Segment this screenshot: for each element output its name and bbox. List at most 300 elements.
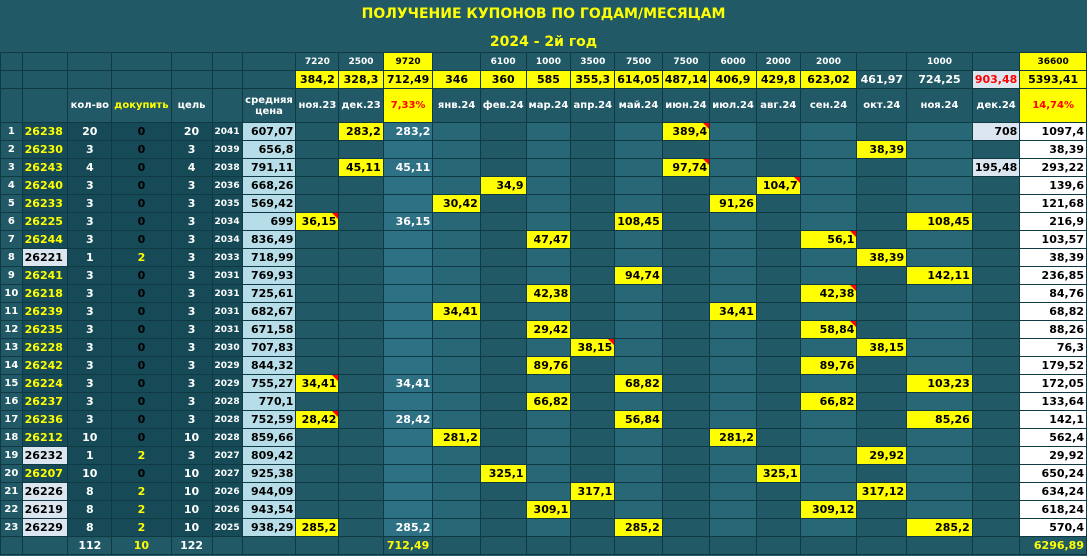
blank-cell[interactable] [433, 537, 480, 555]
year-cell[interactable]: 2028 [212, 393, 242, 411]
month-value[interactable] [433, 339, 480, 357]
month-value[interactable]: 195,48 [972, 159, 1019, 177]
month-value[interactable] [907, 177, 973, 195]
month-value[interactable] [339, 339, 383, 357]
target-cell[interactable]: 2000 [800, 53, 857, 71]
month-value[interactable] [480, 483, 526, 501]
sum-cell[interactable]: 5393,41 [1020, 71, 1087, 89]
month-value[interactable]: 281,2 [710, 429, 757, 447]
avg-price-cell[interactable]: 725,61 [242, 285, 296, 303]
month-value[interactable] [662, 375, 709, 393]
buy-cell[interactable]: 0 [112, 393, 171, 411]
blank-cell[interactable] [22, 53, 68, 71]
month-value[interactable] [480, 195, 526, 213]
blank-cell[interactable] [756, 537, 800, 555]
qty-cell[interactable]: 3 [68, 141, 112, 159]
month-value[interactable] [480, 267, 526, 285]
goal-cell[interactable]: 3 [171, 195, 212, 213]
month-value[interactable]: 216,9 [1020, 213, 1087, 231]
goal-cell[interactable]: 3 [171, 177, 212, 195]
header-month[interactable]: мар.24 [526, 89, 571, 123]
blank-cell[interactable] [615, 537, 662, 555]
month-value[interactable] [383, 141, 433, 159]
month-value[interactable] [972, 321, 1019, 339]
row-number[interactable]: 7 [1, 231, 23, 249]
goal-cell[interactable]: 10 [171, 429, 212, 447]
month-value[interactable] [756, 195, 800, 213]
header-month[interactable]: сен.24 [800, 89, 857, 123]
month-value[interactable] [571, 159, 615, 177]
blank-cell[interactable] [68, 53, 112, 71]
month-value[interactable]: 1097,4 [1020, 123, 1087, 141]
target-cell[interactable]: 6100 [480, 53, 526, 71]
month-value[interactable] [662, 267, 709, 285]
month-value[interactable] [907, 195, 973, 213]
header-month[interactable]: янв.24 [433, 89, 480, 123]
month-value[interactable]: 108,45 [615, 213, 662, 231]
month-value[interactable] [907, 501, 973, 519]
header-month[interactable]: ноя.23 [296, 89, 339, 123]
year-cell[interactable]: 2034 [212, 213, 242, 231]
blank-cell[interactable] [480, 537, 526, 555]
month-value[interactable] [571, 303, 615, 321]
month-value[interactable] [526, 123, 571, 141]
month-value[interactable] [339, 213, 383, 231]
buy-cell[interactable]: 2 [112, 483, 171, 501]
month-value[interactable] [857, 285, 907, 303]
avg-price-cell[interactable]: 925,38 [242, 465, 296, 483]
month-value[interactable] [710, 357, 757, 375]
month-value[interactable]: 34,41 [383, 375, 433, 393]
month-value[interactable] [526, 249, 571, 267]
coupon-table[interactable] [0, 52, 1087, 555]
month-value[interactable] [907, 483, 973, 501]
bond-code[interactable]: 26225 [22, 213, 68, 231]
header-qty[interactable]: кол-во [68, 89, 112, 123]
avg-price-cell[interactable]: 718,99 [242, 249, 296, 267]
blank-cell[interactable] [1, 537, 23, 555]
month-value[interactable] [907, 429, 973, 447]
avg-price-cell[interactable]: 770,1 [242, 393, 296, 411]
buy-cell[interactable]: 0 [112, 267, 171, 285]
month-value[interactable]: 309,1 [526, 501, 571, 519]
month-value[interactable] [756, 267, 800, 285]
month-value[interactable]: 38,39 [857, 249, 907, 267]
month-value[interactable]: 28,42 [383, 411, 433, 429]
month-value[interactable] [526, 465, 571, 483]
month-value[interactable] [972, 375, 1019, 393]
row-number[interactable]: 15 [1, 375, 23, 393]
month-value[interactable]: 389,4 [662, 123, 709, 141]
qty-cell[interactable]: 3 [68, 285, 112, 303]
blank-cell[interactable] [212, 53, 242, 71]
month-value[interactable] [756, 501, 800, 519]
month-value[interactable] [857, 429, 907, 447]
qty-cell[interactable]: 8 [68, 501, 112, 519]
month-value[interactable] [972, 231, 1019, 249]
row-number[interactable]: 10 [1, 285, 23, 303]
buy-cell[interactable]: 0 [112, 123, 171, 141]
month-value[interactable]: 634,24 [1020, 483, 1087, 501]
month-value[interactable] [339, 465, 383, 483]
header-month[interactable]: май.24 [615, 89, 662, 123]
month-value[interactable]: 236,85 [1020, 267, 1087, 285]
month-value[interactable]: 68,82 [615, 375, 662, 393]
month-value[interactable]: 38,39 [857, 141, 907, 159]
row-number[interactable]: 9 [1, 267, 23, 285]
target-cell[interactable]: 7500 [662, 53, 709, 71]
month-value[interactable] [296, 159, 339, 177]
month-value[interactable] [972, 501, 1019, 519]
month-value[interactable] [433, 141, 480, 159]
avg-price-cell[interactable]: 859,66 [242, 429, 296, 447]
month-value[interactable] [339, 411, 383, 429]
blank-cell[interactable] [571, 537, 615, 555]
header-buy[interactable]: докупить [112, 89, 171, 123]
month-value[interactable] [433, 231, 480, 249]
qty-cell[interactable]: 20 [68, 123, 112, 141]
month-value[interactable]: 29,42 [526, 321, 571, 339]
header-month[interactable]: июн.24 [662, 89, 709, 123]
month-value[interactable] [571, 411, 615, 429]
buy-cell[interactable]: 0 [112, 321, 171, 339]
avg-price-cell[interactable]: 607,07 [242, 123, 296, 141]
goal-cell[interactable]: 20 [171, 123, 212, 141]
qty-cell[interactable]: 1 [68, 447, 112, 465]
month-value[interactable] [480, 303, 526, 321]
row-number[interactable]: 4 [1, 177, 23, 195]
buy-cell[interactable]: 0 [112, 303, 171, 321]
blank-cell[interactable] [212, 537, 242, 555]
month-value[interactable] [710, 285, 757, 303]
month-value[interactable] [710, 519, 757, 537]
month-value[interactable] [710, 123, 757, 141]
blank-cell[interactable] [242, 537, 296, 555]
month-value[interactable] [972, 429, 1019, 447]
month-value[interactable] [972, 141, 1019, 159]
goal-cell[interactable]: 3 [171, 231, 212, 249]
month-value[interactable] [383, 231, 433, 249]
year-cell[interactable]: 2035 [212, 195, 242, 213]
month-value[interactable]: 104,7 [756, 177, 800, 195]
month-value[interactable] [339, 321, 383, 339]
month-value[interactable] [710, 231, 757, 249]
month-value[interactable] [800, 465, 857, 483]
month-value[interactable] [972, 213, 1019, 231]
qty-cell[interactable]: 3 [68, 375, 112, 393]
bond-code[interactable]: 26219 [22, 501, 68, 519]
header-goal[interactable]: цель [171, 89, 212, 123]
sum-cell[interactable]: 461,97 [857, 71, 907, 89]
month-value[interactable]: 38,15 [571, 339, 615, 357]
month-value[interactable] [710, 339, 757, 357]
month-value[interactable] [662, 249, 709, 267]
row-number[interactable]: 18 [1, 429, 23, 447]
month-value[interactable] [972, 447, 1019, 465]
sum-cell[interactable]: 585 [526, 71, 571, 89]
month-value[interactable] [972, 483, 1019, 501]
month-value[interactable] [383, 177, 433, 195]
month-value[interactable] [383, 429, 433, 447]
sum-cell[interactable]: 487,14 [662, 71, 709, 89]
month-value[interactable] [907, 285, 973, 303]
month-value[interactable] [526, 195, 571, 213]
year-cell[interactable]: 2034 [212, 231, 242, 249]
month-value[interactable]: 29,92 [857, 447, 907, 465]
month-value[interactable] [662, 141, 709, 159]
month-value[interactable]: 36,15 [296, 213, 339, 231]
month-value[interactable] [710, 447, 757, 465]
month-value[interactable] [526, 411, 571, 429]
month-value[interactable] [571, 447, 615, 465]
month-value[interactable] [615, 501, 662, 519]
header-month[interactable]: 7,33% [383, 89, 433, 123]
buy-cell[interactable]: 2 [112, 447, 171, 465]
month-value[interactable]: 38,39 [1020, 141, 1087, 159]
buy-cell[interactable]: 0 [112, 231, 171, 249]
buy-cell[interactable]: 0 [112, 375, 171, 393]
month-value[interactable] [339, 231, 383, 249]
target-cell[interactable]: 3500 [571, 53, 615, 71]
month-value[interactable] [857, 411, 907, 429]
sum-cell[interactable]: 623,02 [800, 71, 857, 89]
blank-cell[interactable] [212, 71, 242, 89]
month-value[interactable] [296, 339, 339, 357]
sum-cell[interactable]: 406,9 [710, 71, 757, 89]
month-value[interactable]: 56,84 [615, 411, 662, 429]
bond-code[interactable]: 26228 [22, 339, 68, 357]
qty-cell[interactable]: 8 [68, 483, 112, 501]
row-number[interactable]: 13 [1, 339, 23, 357]
blank-cell[interactable] [242, 53, 296, 71]
sum-cell[interactable]: 328,3 [339, 71, 383, 89]
goal-cell[interactable]: 3 [171, 141, 212, 159]
month-value[interactable] [907, 393, 973, 411]
qty-cell[interactable]: 3 [68, 411, 112, 429]
month-value[interactable] [571, 393, 615, 411]
month-value[interactable] [972, 411, 1019, 429]
month-value[interactable] [571, 141, 615, 159]
month-value[interactable]: 139,6 [1020, 177, 1087, 195]
month-value[interactable] [296, 429, 339, 447]
month-value[interactable] [907, 303, 973, 321]
month-value[interactable] [339, 483, 383, 501]
year-cell[interactable]: 2039 [212, 141, 242, 159]
month-value[interactable]: 708 [972, 123, 1019, 141]
qty-cell[interactable]: 10 [68, 465, 112, 483]
month-value[interactable]: 45,11 [383, 159, 433, 177]
footer-buy[interactable]: 10 [112, 537, 171, 555]
row-number[interactable]: 8 [1, 249, 23, 267]
month-value[interactable] [800, 249, 857, 267]
month-value[interactable] [710, 213, 757, 231]
month-value[interactable] [857, 267, 907, 285]
year-cell[interactable]: 2028 [212, 429, 242, 447]
month-value[interactable] [800, 177, 857, 195]
blank-cell[interactable] [1, 89, 23, 123]
month-value[interactable] [662, 231, 709, 249]
month-value[interactable]: 293,22 [1020, 159, 1087, 177]
buy-cell[interactable]: 0 [112, 357, 171, 375]
bond-code[interactable]: 26232 [22, 447, 68, 465]
month-value[interactable] [433, 123, 480, 141]
month-value[interactable]: 618,24 [1020, 501, 1087, 519]
year-cell[interactable]: 2031 [212, 321, 242, 339]
month-value[interactable]: 179,52 [1020, 357, 1087, 375]
month-value[interactable] [526, 177, 571, 195]
month-value[interactable] [662, 177, 709, 195]
month-value[interactable] [615, 447, 662, 465]
month-value[interactable] [339, 429, 383, 447]
buy-cell[interactable]: 2 [112, 501, 171, 519]
header-month[interactable]: ноя.24 [907, 89, 973, 123]
month-value[interactable] [756, 321, 800, 339]
month-value[interactable] [571, 231, 615, 249]
month-value[interactable] [433, 159, 480, 177]
blank-cell[interactable] [1, 71, 23, 89]
month-value[interactable] [339, 447, 383, 465]
row-number[interactable]: 2 [1, 141, 23, 159]
month-value[interactable] [480, 429, 526, 447]
month-value[interactable] [615, 141, 662, 159]
month-value[interactable]: 142,11 [907, 267, 973, 285]
month-value[interactable] [662, 465, 709, 483]
month-value[interactable] [433, 375, 480, 393]
month-value[interactable] [339, 249, 383, 267]
month-value[interactable] [571, 285, 615, 303]
month-value[interactable] [800, 213, 857, 231]
month-value[interactable]: 133,64 [1020, 393, 1087, 411]
month-value[interactable] [480, 411, 526, 429]
month-value[interactable] [433, 519, 480, 537]
month-value[interactable]: 68,82 [1020, 303, 1087, 321]
row-number[interactable]: 22 [1, 501, 23, 519]
month-value[interactable] [480, 393, 526, 411]
avg-price-cell[interactable]: 755,27 [242, 375, 296, 393]
year-cell[interactable]: 2031 [212, 303, 242, 321]
bond-code[interactable]: 26242 [22, 357, 68, 375]
month-value[interactable] [526, 159, 571, 177]
month-value[interactable] [662, 393, 709, 411]
month-value[interactable] [907, 465, 973, 483]
header-month[interactable]: фев.24 [480, 89, 526, 123]
row-number[interactable]: 19 [1, 447, 23, 465]
avg-price-cell[interactable]: 836,49 [242, 231, 296, 249]
month-value[interactable] [756, 249, 800, 267]
goal-cell[interactable]: 3 [171, 357, 212, 375]
month-value[interactable]: 285,2 [615, 519, 662, 537]
month-value[interactable]: 36,15 [383, 213, 433, 231]
qty-cell[interactable]: 3 [68, 195, 112, 213]
month-value[interactable] [296, 465, 339, 483]
month-value[interactable] [571, 123, 615, 141]
bond-code[interactable]: 26235 [22, 321, 68, 339]
month-value[interactable] [433, 483, 480, 501]
month-value[interactable] [907, 141, 973, 159]
month-value[interactable] [296, 123, 339, 141]
goal-cell[interactable]: 10 [171, 483, 212, 501]
blank-cell[interactable] [800, 537, 857, 555]
month-value[interactable] [339, 501, 383, 519]
month-value[interactable] [800, 483, 857, 501]
month-value[interactable] [662, 429, 709, 447]
row-number[interactable]: 20 [1, 465, 23, 483]
month-value[interactable] [480, 141, 526, 159]
month-value[interactable]: 30,42 [433, 195, 480, 213]
month-value[interactable] [296, 141, 339, 159]
target-cell[interactable]: 2500 [339, 53, 383, 71]
month-value[interactable] [383, 267, 433, 285]
month-value[interactable] [615, 249, 662, 267]
month-value[interactable] [296, 447, 339, 465]
month-value[interactable] [571, 357, 615, 375]
month-value[interactable] [480, 231, 526, 249]
month-value[interactable] [296, 501, 339, 519]
year-cell[interactable]: 2025 [212, 519, 242, 537]
month-value[interactable] [972, 393, 1019, 411]
avg-price-cell[interactable]: 668,26 [242, 177, 296, 195]
month-value[interactable] [857, 213, 907, 231]
month-value[interactable] [907, 159, 973, 177]
buy-cell[interactable]: 0 [112, 465, 171, 483]
blank-cell[interactable] [212, 89, 242, 123]
month-value[interactable] [433, 249, 480, 267]
blank-cell[interactable] [171, 53, 212, 71]
month-value[interactable] [383, 357, 433, 375]
buy-cell[interactable]: 0 [112, 213, 171, 231]
month-value[interactable] [756, 393, 800, 411]
sum-cell[interactable]: 346 [433, 71, 480, 89]
bond-code[interactable]: 26212 [22, 429, 68, 447]
year-cell[interactable]: 2029 [212, 375, 242, 393]
month-value[interactable] [433, 213, 480, 231]
month-value[interactable] [710, 177, 757, 195]
month-value[interactable] [615, 339, 662, 357]
month-value[interactable] [296, 483, 339, 501]
month-value[interactable] [571, 465, 615, 483]
row-number[interactable]: 21 [1, 483, 23, 501]
month-value[interactable] [907, 447, 973, 465]
row-number[interactable]: 11 [1, 303, 23, 321]
month-value[interactable]: 28,42 [296, 411, 339, 429]
goal-cell[interactable]: 3 [171, 321, 212, 339]
month-value[interactable] [615, 123, 662, 141]
month-value[interactable] [662, 519, 709, 537]
month-value[interactable] [571, 321, 615, 339]
row-number[interactable]: 16 [1, 393, 23, 411]
month-value[interactable] [383, 321, 433, 339]
month-value[interactable] [800, 159, 857, 177]
month-value[interactable] [339, 357, 383, 375]
goal-cell[interactable]: 3 [171, 213, 212, 231]
month-value[interactable] [662, 339, 709, 357]
month-value[interactable] [756, 285, 800, 303]
blank-cell[interactable] [22, 537, 68, 555]
buy-cell[interactable]: 0 [112, 195, 171, 213]
month-value[interactable] [296, 393, 339, 411]
avg-price-cell[interactable]: 656,8 [242, 141, 296, 159]
month-value[interactable] [662, 483, 709, 501]
month-value[interactable]: 89,76 [800, 357, 857, 375]
month-value[interactable] [526, 213, 571, 231]
goal-cell[interactable]: 3 [171, 285, 212, 303]
month-value[interactable]: 283,2 [339, 123, 383, 141]
month-value[interactable] [296, 303, 339, 321]
month-value[interactable] [480, 213, 526, 231]
month-value[interactable] [800, 123, 857, 141]
qty-cell[interactable]: 3 [68, 357, 112, 375]
year-cell[interactable]: 2026 [212, 483, 242, 501]
